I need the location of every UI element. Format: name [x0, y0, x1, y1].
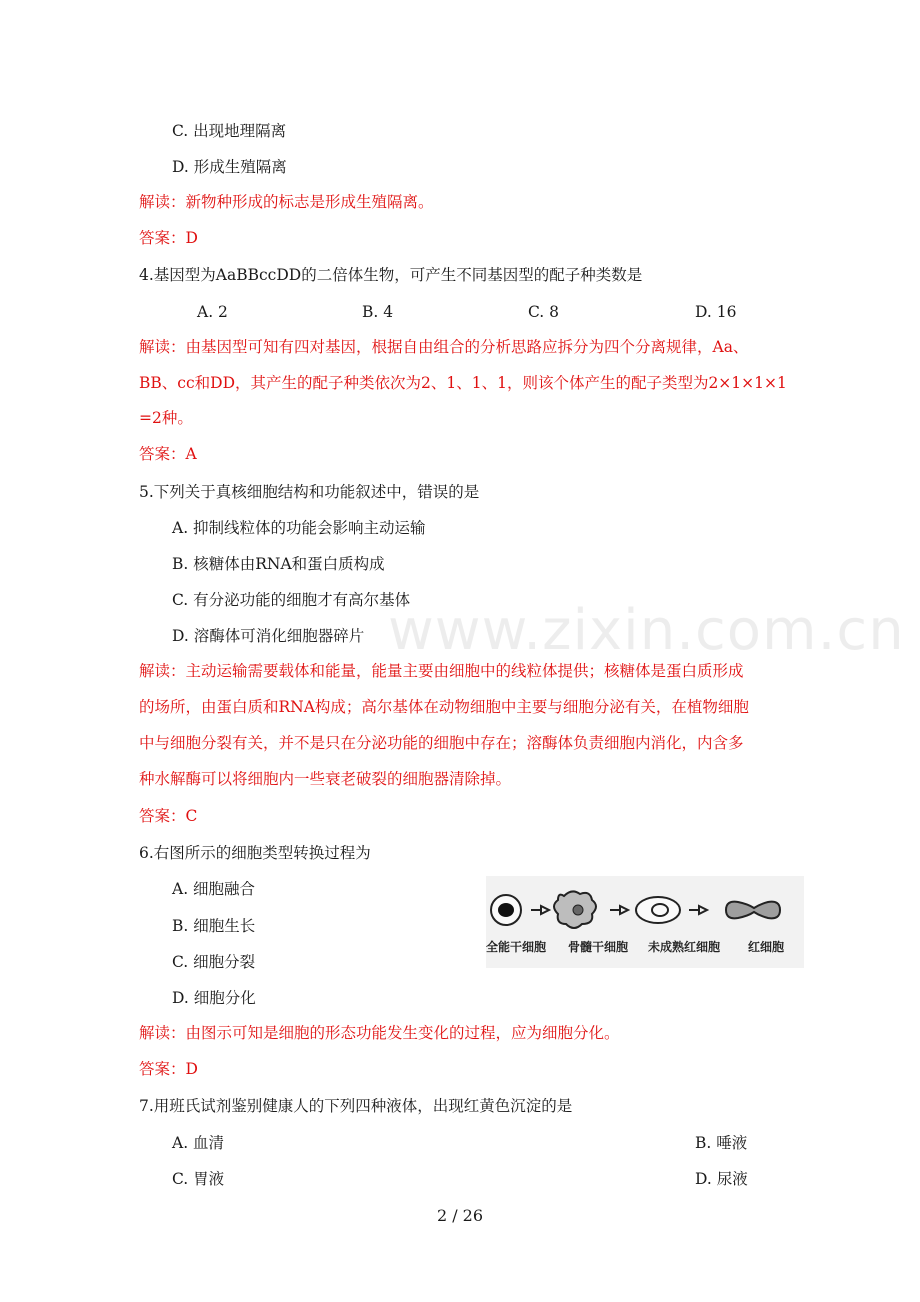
q7-option-b: B. 唾液 [695, 1134, 748, 1152]
q6-option-d: D. 细胞分化 [172, 989, 256, 1007]
q6-option-c: C. 细胞分裂 [172, 953, 256, 971]
q5-explanation-line-2: 的场所，由蛋白质和RNA构成；高尔基体在动物细胞中主要与细胞分泌有关，在植物细胞 [139, 698, 749, 716]
figure-label-rbc: 红细胞 [748, 940, 785, 954]
cell-diagram [486, 876, 804, 936]
q7-stem: 7.用班氏试剂鉴别健康人的下列四种液体，出现红黄色沉淀的是 [139, 1097, 573, 1115]
watermark: www.zixin.com.cn [388, 598, 905, 663]
q5-answer: 答案：C [139, 807, 198, 825]
q4-option-d: D. 16 [695, 303, 737, 321]
q4-option-b: B. 4 [362, 303, 394, 321]
q4-option-a: A. 2 [197, 303, 228, 321]
q4-answer: 答案：A [139, 445, 197, 463]
q5-explanation-line-4: 种水解酶可以将细胞内一些衰老破裂的细胞器清除掉。 [139, 770, 512, 788]
q6-option-b: B. 细胞生长 [172, 917, 256, 935]
figure-label-bone-marrow: 骨髓干细胞 [568, 940, 629, 954]
red-blood-cell-icon [726, 902, 780, 919]
arrow-icon [689, 906, 707, 914]
q3-answer: 答案：D [139, 229, 198, 247]
q4-explanation-line-3: =2种。 [139, 409, 193, 427]
q4-option-c: C. 8 [528, 303, 560, 321]
q4-explanation-line-2: BB、cc和DD，其产生的配子种类依次为2、1、1、1，则该个体产生的配子类型为2×1×1×1 [139, 374, 787, 392]
q3-option-c: C. 出现地理隔离 [172, 122, 287, 140]
q6-answer: 答案：D [139, 1060, 198, 1078]
nucleus-icon [498, 903, 514, 917]
q4-stem: 4.基因型为AaBBccDD的二倍体生物，可产生不同基因型的配子种类数是 [139, 266, 643, 284]
q6-explanation: 解读：由图示可知是细胞的形态功能发生变化的过程，应为细胞分化。 [139, 1024, 620, 1042]
q7-option-d: D. 尿液 [695, 1170, 748, 1188]
arrow-icon [531, 906, 549, 914]
cell-differentiation-figure [486, 876, 804, 968]
q5-option-c: C. 有分泌功能的细胞才有高尔基体 [172, 591, 411, 609]
q5-option-d: D. 溶酶体可消化细胞器碎片 [172, 627, 365, 645]
q5-explanation-line-1: 解读：主动运输需要载体和能量，能量主要由细胞中的线粒体提供；核糖体是蛋白质形成 [139, 662, 744, 680]
q3-explanation: 解读：新物种形成的标志是形成生殖隔离。 [139, 193, 434, 211]
q7-option-a: A. 血清 [172, 1134, 225, 1152]
q7-option-c: C. 胃液 [172, 1170, 225, 1188]
q6-stem: 6.右图所示的细胞类型转换过程为 [139, 844, 371, 862]
q3-option-d: D. 形成生殖隔离 [172, 158, 287, 176]
figure-label-immature-rbc: 未成熟红细胞 [648, 940, 721, 954]
q5-option-b: B. 核糖体由RNA和蛋白质构成 [172, 555, 385, 573]
q5-stem: 5.下列关于真核细胞结构和功能叙述中，错误的是 [139, 483, 480, 501]
figure-label-totipotent: 全能干细胞 [486, 940, 547, 954]
arrow-icon [610, 906, 628, 914]
q5-explanation-line-3: 中与细胞分裂有关，并不是只在分泌功能的细胞中存在；溶酶体负责细胞内消化，内含多 [139, 734, 744, 752]
q5-option-a: A. 抑制线粒体的功能会影响主动运输 [172, 519, 426, 537]
page-number: 2 / 26 [436, 1206, 484, 1225]
q4-explanation-line-1: 解读：由基因型可知有四对基因，根据自由组合的分析思路应拆分为四个分离规律，Aa、 [139, 338, 749, 356]
q6-option-a: A. 细胞融合 [172, 880, 256, 898]
